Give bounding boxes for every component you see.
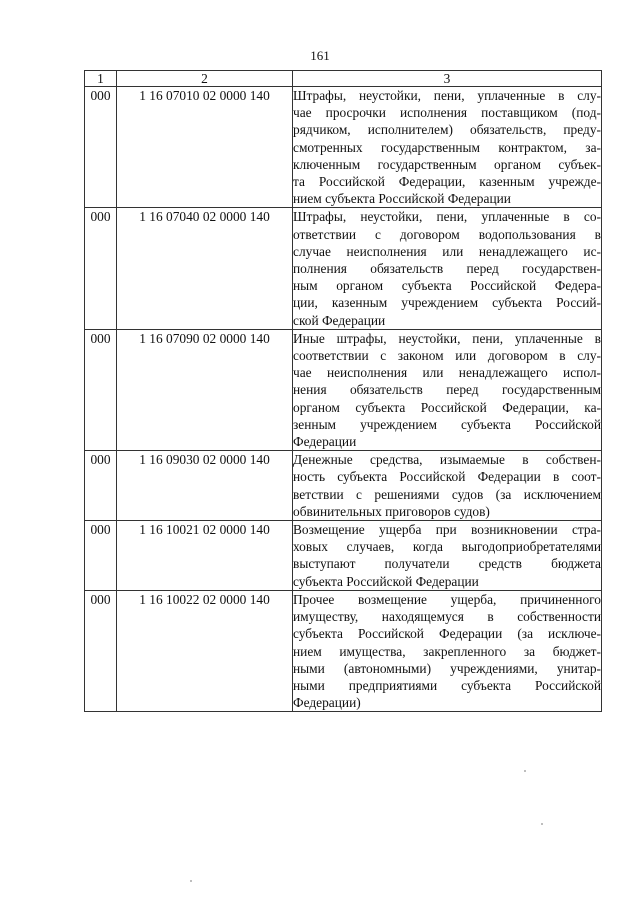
description-line: чае неисполнения или ненадлежащего испол- (293, 365, 601, 381)
description-line: случае неисполнения или ненадлежащего ис- (293, 243, 601, 259)
column-header-1: 1 (85, 71, 117, 87)
budget-code-table (84, 70, 602, 712)
description-line: ными предприятиями субъекта Российской (293, 677, 601, 693)
description-line: зенным учреждением субъекта Российской (293, 416, 601, 432)
description-line: смотренных государственным контрактом, за- (293, 139, 601, 155)
description-line: ской Федерации (293, 312, 386, 328)
table-body (85, 87, 602, 712)
description-line: выступают получатели средств бюджета (293, 556, 601, 572)
description-line: ции, казенным учреждением субъекта Россий- (293, 295, 601, 311)
description-line: ховых случаев, когда выгодоприобретателями (293, 539, 601, 555)
admin-code-cell: 000 (85, 521, 117, 591)
budget-code-cell: 1 16 10022 02 0000 140 (117, 590, 293, 711)
table-row (85, 329, 602, 450)
budget-code-cell: 1 16 09030 02 0000 140 (117, 451, 293, 521)
scan-speck (541, 823, 543, 825)
description-line: ными (автономными) учреждениями, унитар- (293, 660, 601, 676)
scan-speck (190, 880, 192, 882)
description-cell (293, 329, 602, 450)
budget-code-cell: 1 16 07090 02 0000 140 (117, 329, 293, 450)
description-line: ветствии с решениями судов (за исключением (293, 486, 601, 502)
description-line: полнения обязательств перед государствен- (293, 261, 601, 277)
page-number: 161 (310, 48, 330, 63)
table-row (85, 590, 602, 711)
description-line: имуществу, находящемуся в собственности (293, 609, 601, 625)
description-line: соответствии с законом или договором в слу- (293, 348, 601, 364)
description-line: Штрафы, неустойки, пени, уплаченные в со- (293, 209, 601, 225)
admin-code-cell: 000 (85, 590, 117, 711)
description-line: Денежные средства, изымаемые в собствен- (293, 452, 601, 468)
description-line: Федерации (293, 434, 357, 450)
description-line: Штрафы, неустойки, пени, уплаченные в слу- (293, 88, 601, 103)
budget-code-cell: 1 16 07040 02 0000 140 (117, 208, 293, 329)
table-row (85, 451, 602, 521)
column-header-2: 2 (117, 71, 293, 87)
description-line: ответствии с договором водопользования в (293, 226, 601, 242)
description-line: Возмещение ущерба при возникновении стра- (293, 522, 601, 538)
description-line: ключенным государственным органом субъек- (293, 156, 601, 172)
description-line: обвинительных приговоров судов) (293, 503, 490, 519)
description-line: нием субъекта Российской Федерации (293, 191, 511, 207)
header-row (85, 71, 602, 87)
table-row (85, 208, 602, 329)
table-row (85, 521, 602, 591)
description-cell (293, 208, 602, 329)
description-line: ность субъекта Российской Федерации в соот- (293, 469, 601, 485)
admin-code-cell: 000 (85, 451, 117, 521)
column-header-3: 3 (293, 71, 602, 87)
description-line: ным органом субъекта Российской Федера- (293, 278, 601, 294)
description-line: та Российской Федерации, казенным учрежде- (293, 174, 601, 190)
description-line: субъекта Российской Федерации (за исключе- (293, 626, 601, 642)
description-cell (293, 87, 602, 208)
admin-code-cell: 000 (85, 329, 117, 450)
description-line: органом субъекта Российской Федерации, ка- (293, 399, 601, 415)
description-cell (293, 521, 602, 591)
description-line: Иные штрафы, неустойки, пени, уплаченные в (293, 330, 601, 346)
description-line: чае просрочки исполнения поставщиком (под- (293, 105, 601, 121)
description-cell (293, 590, 602, 711)
budget-code-cell: 1 16 10021 02 0000 140 (117, 521, 293, 591)
description-line: субъекта Российской Федерации (293, 573, 479, 589)
scan-speck (524, 770, 526, 772)
description-line: Федерации) (293, 695, 361, 711)
description-cell (293, 451, 602, 521)
budget-code-cell: 1 16 07010 02 0000 140 (117, 87, 293, 208)
admin-code-cell: 000 (85, 208, 117, 329)
table-row (85, 87, 602, 208)
description-line: нием имущества, закрепленного за бюджет- (293, 643, 601, 659)
description-line: рядчиком, исполнителем) обязательств, преду- (293, 122, 601, 138)
admin-code-cell: 000 (85, 87, 117, 208)
description-line: нения обязательств перед государственным (293, 382, 601, 398)
description-line: Прочее возмещение ущерба, причиненного (293, 591, 601, 607)
